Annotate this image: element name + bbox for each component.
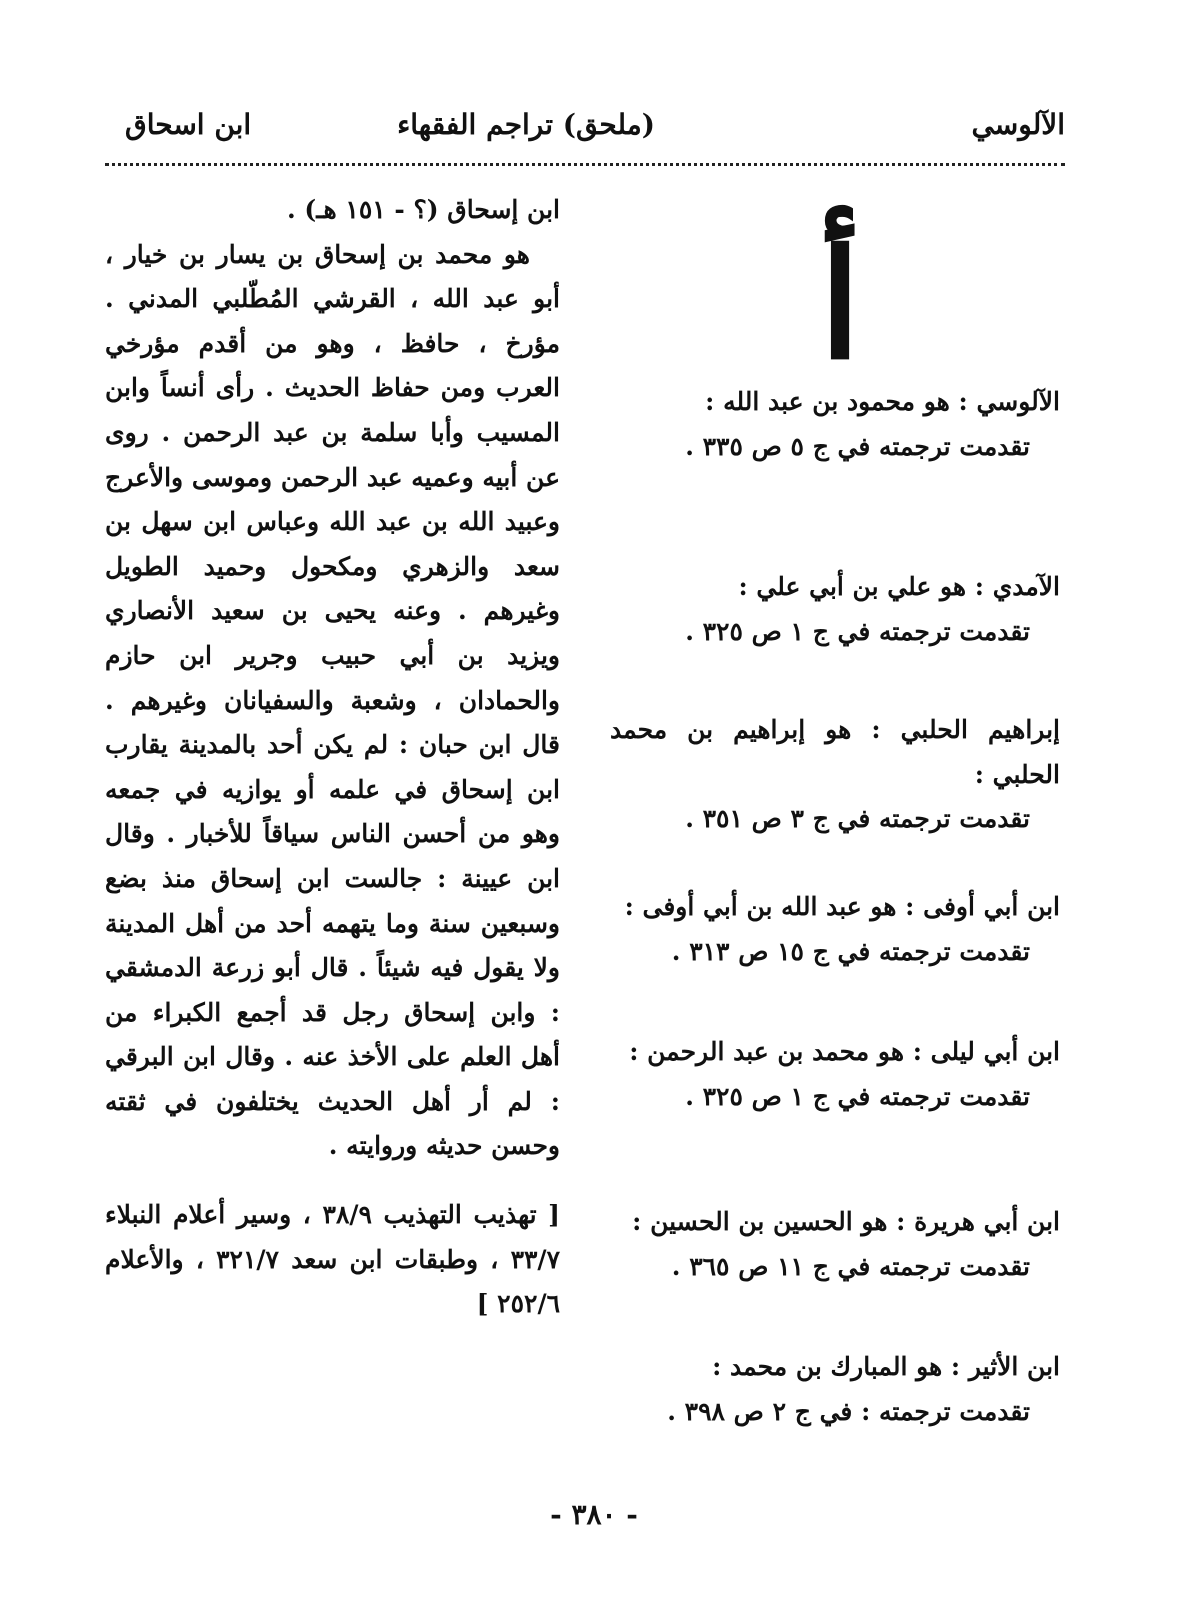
entry-ibrahim-halabi bbox=[610, 708, 1060, 842]
entry-ibn-abi-hurayra bbox=[610, 1200, 1060, 1289]
entry-body bbox=[105, 233, 560, 1169]
biography-paragraph: هو محمد بن إسحاق بن يسار بن خيار ، أبو عبد الله ، القرشي المُطّلبي المدني . مؤرخ ، حافظ ، وهو من أقدم مؤرخي العرب ومن حفاظ الحديث . رأى أنساً وابن المسيب وأبا سلمة بن عبد الرحمن . روى عن أبيه وعميه عبد الرحمن وموسى والأعرج وعبيد الله بن عبد الله وعباس ابن سهل بن سعد والزهري ومكحول وحميد الطويل وغيرهم . وعنه يحيى بن سعيد الأنصاري ويزيد بن أبي حبيب وجرير ابن حازم والحمادان ، وشعبة والسفيانان وغيرهم . قال ابن حبان : لم يكن أحد بالمدينة يقارب ابن إسحاق في علمه أو يوازيه في جمعه وهو من أحسن الناس سياقاً للأخبار . وقال ابن عيينة : جالست ابن إسحاق منذ بضع وسبعين سنة وما يتهمه أحد من أهل المدينة ولا يقول فيه شيئاً . قال أبو زرعة الدمشقي : وابن إسحاق رجل قد أجمع الكبراء من أهل العلم على الأخذ عنه . وقال ابن البرقي : لم أر أهل الحديث يختلفون في ثقته وحسن حديثه وروايته . bbox=[105, 239, 560, 1161]
page-number: - ٣٨٠ - bbox=[550, 1498, 638, 1531]
entry-head: إبراهيم الحلبي : هو إبراهيم بن محمد الحلبي : bbox=[610, 715, 1060, 789]
entry-ref: تقدمت ترجمته في ج ٣ ص ٣٥١ . bbox=[685, 804, 1030, 834]
running-header bbox=[105, 108, 1065, 158]
header-center-title: (ملحق) تراجم الفقهاء bbox=[397, 108, 655, 141]
entry-head: ابن الأثير : هو المبارك بن محمد : bbox=[712, 1352, 1060, 1381]
entry-ref: تقدمت ترجمته في ج ٥ ص ٣٣٥ . bbox=[685, 431, 1030, 461]
header-dotted-rule bbox=[105, 163, 1065, 166]
entry-head: الآمدي : هو علي بن أبي علي : bbox=[738, 572, 1060, 601]
left-column bbox=[105, 188, 560, 1327]
entry-ibn-abi-layla bbox=[610, 1030, 1060, 1119]
entry-title-ibn-ishaq: ابن إسحاق (؟ - ١٥١ هـ) . bbox=[286, 195, 560, 224]
entry-alusi bbox=[610, 380, 1060, 469]
entry-head: الآلوسي : هو محمود بن عبد الله : bbox=[705, 387, 1060, 416]
entry-head: ابن أبي هريرة : هو الحسين بن الحسين : bbox=[632, 1207, 1060, 1236]
header-right-title: الآلوسي bbox=[971, 108, 1065, 141]
entry-head: ابن أبي أوفى : هو عبد الله بن أبي أوفى : bbox=[624, 892, 1060, 921]
entry-amidi bbox=[610, 565, 1060, 654]
entry-ref: تقدمت ترجمته في ج ١ ص ٣٢٥ . bbox=[685, 1081, 1030, 1111]
entry-ref: تقدمت ترجمته في ج ١ ص ٣٢٥ . bbox=[685, 616, 1030, 646]
entry-ref: تقدمت ترجمته في ج ١١ ص ٣٦٥ . bbox=[671, 1251, 1030, 1281]
references: [ تهذيب التهذيب ٣٨/٩ ، وسير أعلام النبلاء ٣٣/٧ ، وطبقات ابن سعد ٣٢١/٧ ، والأعلام ٢٥٢/٦ ] bbox=[105, 1200, 561, 1319]
entry-ref: تقدمت ترجمته في ج ١٥ ص ٣١٣ . bbox=[671, 936, 1030, 966]
entry-ibn-al-athir bbox=[610, 1345, 1060, 1434]
entry-head: ابن أبي ليلى : هو محمد بن عبد الرحمن : bbox=[629, 1037, 1060, 1066]
header-left-title: ابن اسحاق bbox=[125, 108, 252, 141]
entry-ref: تقدمت ترجمته : في ج ٢ ص ٣٩٨ . bbox=[667, 1396, 1030, 1426]
section-letter: أ bbox=[819, 217, 861, 393]
entry-ibn-abi-awfa bbox=[610, 885, 1060, 974]
